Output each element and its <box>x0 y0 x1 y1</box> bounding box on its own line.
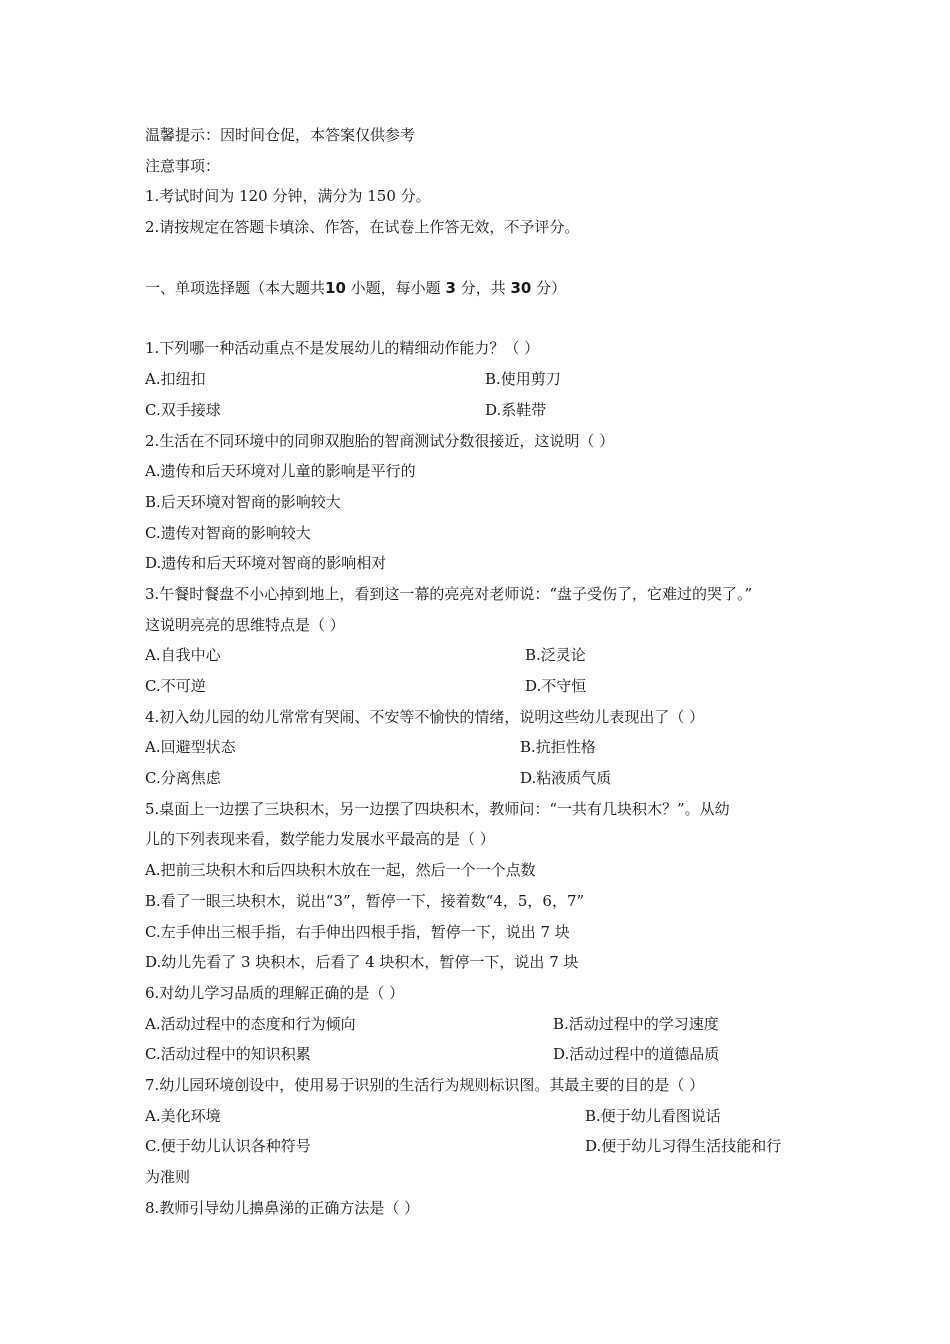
question-4-stem: 4.初入幼儿园的幼儿常常有哭闹、不安等不愉快的情绪，说明这些幼儿表现出了（ ） <box>145 707 705 726</box>
question-5-option: A.把前三块积木和后四块积木放在一起，然后一个一个点数 <box>145 861 536 880</box>
question-5-options-row <box>145 917 825 948</box>
question-7-options-row <box>145 1162 825 1193</box>
question-4-option: C.分离焦虑 <box>145 769 221 788</box>
question-2-options-row <box>145 456 825 487</box>
question-2-stem: 2.生活在不同环境中的同卵双胞胎的智商测试分数很接近，这说明（ ） <box>145 431 615 450</box>
question-3-option: A.自我中心 <box>145 646 221 665</box>
question-7-options-row <box>145 1131 825 1162</box>
question-4-options-row <box>145 763 825 794</box>
question-7-option: 为准则 <box>145 1168 191 1186</box>
question-3-option: D.不守恒 <box>525 677 587 695</box>
question-1-option: D.系鞋带 <box>485 400 547 419</box>
question-7-option: C.便于幼儿认识各种符号 <box>145 1137 311 1156</box>
question-3-stem: 这说明亮亮的思维特点是（ ） <box>145 615 345 634</box>
question-4-option: A.回避型状态 <box>145 738 236 757</box>
question-2-option: A.遗传和后天环境对儿童的影响是平行的 <box>145 462 416 481</box>
exam-page <box>145 120 825 1223</box>
question-1-stem: 1.下列哪一种活动重点不是发展幼儿的精细动作能力？（ ） <box>145 339 540 358</box>
question-7-options-row <box>145 1101 825 1132</box>
question-7-stem: 7.幼儿园环境创设中，使用易于识别的生活行为规则标识图。其最主要的目的是（ ） <box>145 1075 705 1094</box>
question-5-options-row <box>145 886 825 917</box>
question-5-option: B.看了一眼三块积木，说出“3”，暂停一下，接着数“4，5，6，7” <box>145 891 585 910</box>
question-3-option: B.泛灵论 <box>525 646 586 665</box>
question-4-options-row <box>145 732 825 763</box>
question-2-option: B.后天环境对智商的影响较大 <box>145 492 341 511</box>
question-5-options-row <box>145 855 825 886</box>
question-6-option: C.活动过程中的知识积累 <box>145 1045 311 1064</box>
notice-item-2: 2.请按规定在答题卡填涂、作答，在试卷上作答无效，不予评分。 <box>145 218 580 237</box>
question-4-option: B.抗拒性格 <box>520 738 596 757</box>
question-1-option: B.使用剪刀 <box>485 370 561 389</box>
question-3-option: C.不可逆 <box>145 677 206 695</box>
question-7-option: A.美化环境 <box>145 1106 221 1125</box>
question-6-option: D.活动过程中的道德品质 <box>553 1045 720 1064</box>
notice-tip: 温馨提示：因时间仓促，本答案仅供参考 <box>145 126 416 144</box>
question-5-options-row <box>145 947 825 978</box>
question-1-option: C.双手接球 <box>145 400 221 419</box>
question-6-option: A.活动过程中的态度和行为倾向 <box>145 1014 356 1033</box>
question-3-options-row <box>145 671 825 702</box>
question-3-stem: 3.午餐时餐盘不小心掉到地上，看到这一幕的亮亮对老师说：“盘子受伤了，它难过的哭了。” <box>145 584 753 603</box>
question-6-option: B.活动过程中的学习速度 <box>553 1014 719 1033</box>
question-2-option: D.遗传和后天环境对智商的影响相对 <box>145 554 387 573</box>
question-8-stem: 8.教师引导幼儿擤鼻涕的正确方法是（ ） <box>145 1198 420 1217</box>
question-list <box>145 333 825 1223</box>
question-2-options-row <box>145 487 825 518</box>
question-6-options-row <box>145 1009 825 1040</box>
question-6-stem: 6.对幼儿学习品质的理解正确的是（ ） <box>145 983 405 1002</box>
question-2-option: C.遗传对智商的影响较大 <box>145 523 311 542</box>
question-1-options-row <box>145 395 825 426</box>
question-5-stem: 5.桌面上一边摆了三块积木，另一边摆了四块积木，教师问：“一共有几块积木？”。从幼 <box>145 799 730 818</box>
question-5-stem: 儿的下列表现来看，数学能力发展水平最高的是（ ） <box>145 830 495 849</box>
notice-heading: 注意事项： <box>145 156 221 175</box>
question-6-options-row <box>145 1039 825 1070</box>
question-4-option: D.粘液质气质 <box>520 769 612 788</box>
question-2-options-row <box>145 518 825 549</box>
question-7-option: B.便于幼儿看图说话 <box>585 1106 721 1125</box>
question-5-option: D.幼儿先看了 3 块积木，后看了 4 块积木，暂停一下，说出 7 块 <box>145 953 579 972</box>
question-3-options-row <box>145 640 825 671</box>
question-7-option: D.便于幼儿习得生活技能和行 <box>585 1137 782 1156</box>
section-heading: 一、单项选择题（本大题共10 小题，每小题 3 分，共 30 分） <box>145 278 567 297</box>
question-2-options-row <box>145 548 825 579</box>
notice-item-1: 1.考试时间为 120 分钟，满分为 150 分。 <box>145 187 431 206</box>
question-1-option: A.扣纽扣 <box>145 370 206 389</box>
question-5-option: C.左手伸出三根手指，右手伸出四根手指，暂停一下，说出 7 块 <box>145 922 570 941</box>
question-1-options-row <box>145 364 825 395</box>
